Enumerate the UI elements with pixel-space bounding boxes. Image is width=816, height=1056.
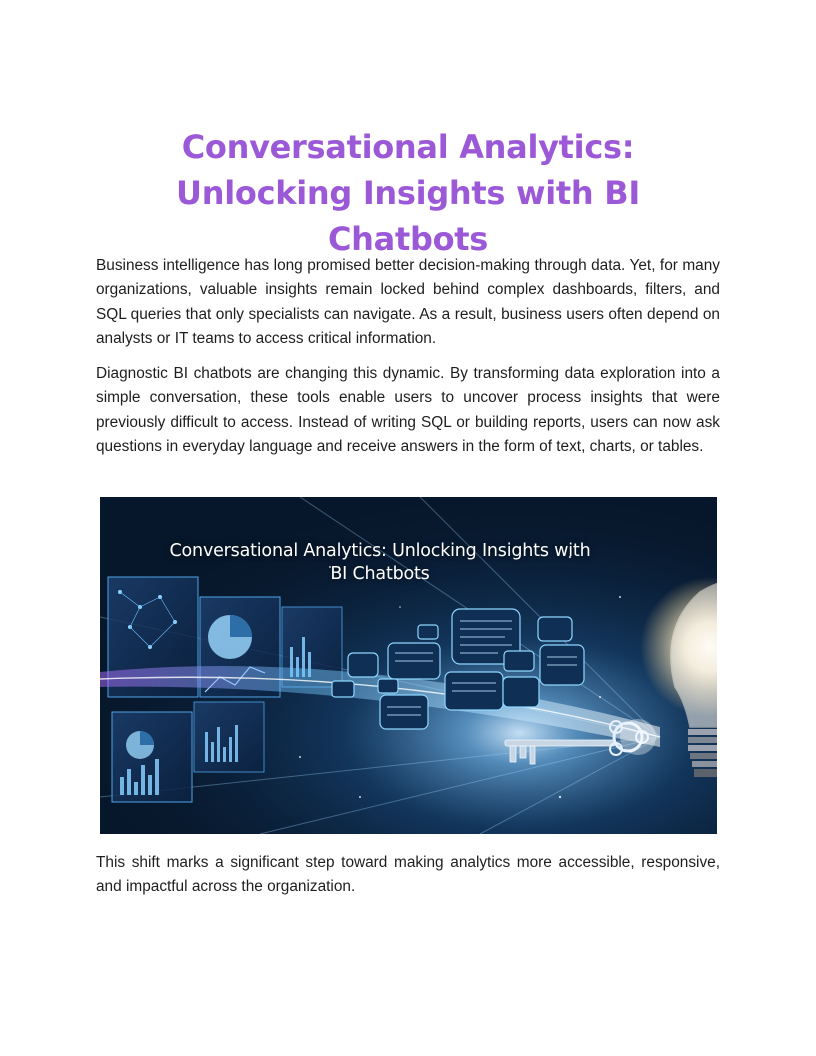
paragraph-conclusion: This shift marks a significant step toward making analytics more accessible, responsive, and impactful across the organization. bbox=[96, 854, 720, 896]
paragraph-intro: Business intelligence has long promised better decision-making through data. Yet, for many organizations, valuable insights remain locked behind complex dashboards, filters, and SQL queries that only specialists can navigate. As a result, business users often depend on analysts or IT teams to access critical information. bbox=[96, 257, 720, 348]
hero-illustration bbox=[100, 497, 717, 834]
document-title: Conversational Analytics: Unlocking Insights with BI Chatbots bbox=[176, 128, 640, 258]
paragraph-chatbots: Diagnostic BI chatbots are changing this dynamic. By transforming data exploration into a simple conversation, these tools enable users to uncover process insights that were previously difficult to access. Instead of writing SQL or building reports, users can now ask questions in everyday language and receive answers in the form of text, charts, or tables. bbox=[96, 365, 720, 456]
hero-overlay-title: Conversational Analytics: Unlocking Insights with BI Chatbots bbox=[169, 541, 591, 584]
